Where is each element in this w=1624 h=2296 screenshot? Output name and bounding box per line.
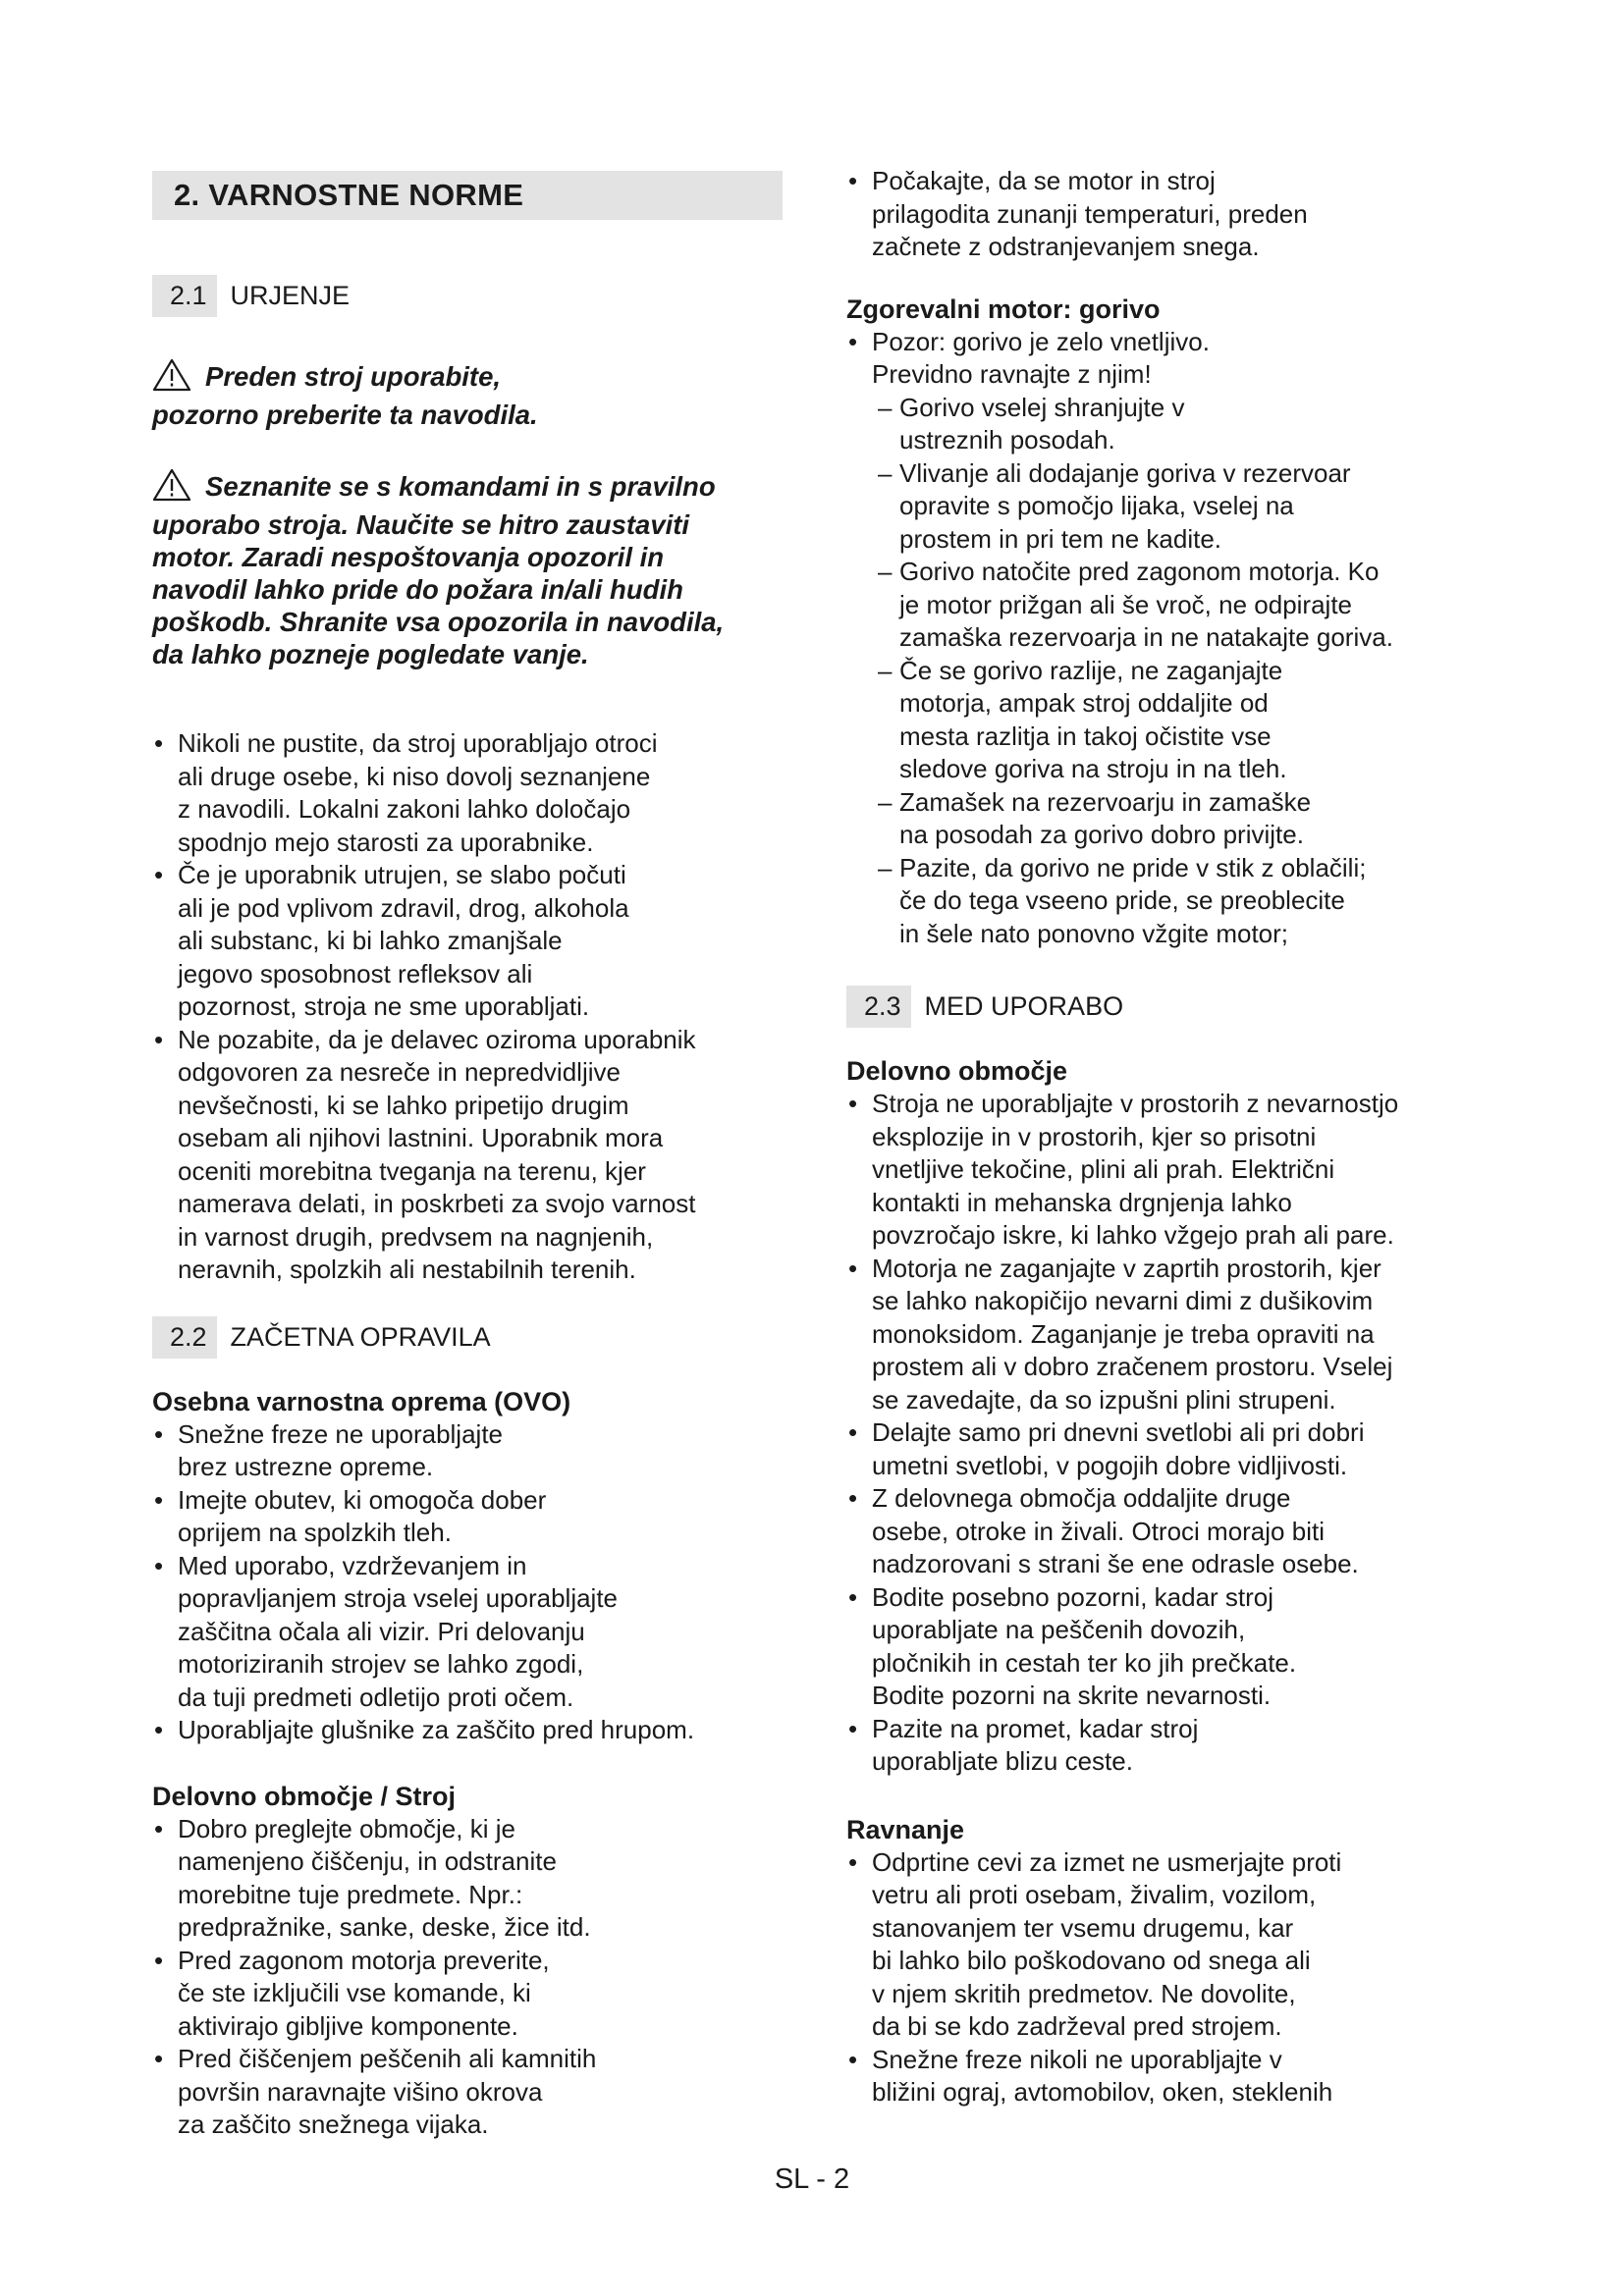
subsection-title: ZAČETNA OPRAVILA — [230, 1321, 491, 1352]
warning-read-manual — [152, 358, 790, 431]
warning-controls — [152, 468, 790, 670]
dash-item: – Vlivanje ali dodajanje goriva v rezervoar opravite s pomočjo lijaka, vselej na prostem in pri tem ne kadite. — [846, 457, 1494, 557]
training-bullets — [152, 727, 790, 1287]
fuel-dash-list — [846, 392, 1494, 951]
heading-handling: Ravnanje — [846, 1814, 965, 1844]
warning-text: Seznanite se s komandami in s pravilno uporabo stroja. Naučite se hitro zaustaviti motor. Zaradi nespoštovanja opozoril in navodil lahko pride do požara in/ali hudih poškodb. Shranite vsa opozorila in navodila, da lahko pozneje pogledate vanje. — [152, 471, 725, 669]
subsection-heading-2-2 — [152, 1316, 790, 1359]
warning-text: Preden stroj uporabite, pozorno preberite ta navodila. — [152, 361, 538, 430]
list-item: • Snežne freze ne uporabljajte brez ustrezne opreme. — [152, 1418, 790, 1484]
list-item: • Če je uporabnik utrujen, se slabo počuti ali je pod vplivom zdravil, drog, alkohola ali substanc, ki bi lahko zmanjšale jegovo sposobnost refleksov ali pozornost, stroja ne sme uporabljati. — [152, 859, 790, 1024]
list-item: • Bodite posebno pozorni, kadar stroj uporabljate na peščenih dovozih, pločnikih in cestah ter ko jih prečkate. Bodite pozorni na skrite nevarnosti. — [846, 1581, 1494, 1713]
warning-icon — [152, 468, 191, 508]
list-item: • Imejte obutev, ki omogoča dober oprijem na spolzkih tleh. — [152, 1484, 790, 1550]
heading-fuel: Zgorevalni motor: gorivo — [846, 294, 1161, 324]
temperature-bullet — [846, 165, 1494, 264]
list-item: • Delajte samo pri dnevni svetlobi ali pri dobri umetni svetlobi, v pogojih dobre vidljivosti. — [846, 1416, 1494, 1482]
work-area-bullets — [152, 1813, 790, 2142]
subsection-heading-2-3 — [846, 986, 1494, 1028]
page-number: SL - 2 — [774, 2163, 850, 2195]
heading-work-area: Delovno območje — [846, 1056, 1068, 1086]
dash-item: – Gorivo natočite pred zagonom motorja. Ko je motor prižgan ali še vroč, ne odpirajte zamaška rezervoarja in ne natakajte goriva. — [846, 556, 1494, 655]
list-item: • Pazite na promet, kadar stroj uporabljate blizu ceste. — [846, 1713, 1494, 1779]
list-item: • Snežne freze nikoli ne uporabljajte v bližini ograj, avtomobilov, oken, steklenih — [846, 2044, 1494, 2109]
fuel-bullets — [846, 326, 1494, 392]
dash-item: – Pazite, da gorivo ne pride v stik z oblačili; če do tega vseeno pride, se preoblecite in šele nato ponovno vžgite motor; — [846, 852, 1494, 951]
list-item: • Stroja ne uporabljajte v prostorih z nevarnostjo eksplozije in v prostorih, kjer so prisotni vnetljive tekočine, plini ali prah. Električni kontakti in mehanska drgnjenja lahko povzročajo iskre, ki lahko vžgejo prah ali pare. — [846, 1088, 1494, 1253]
list-item: • Pozor: gorivo je zelo vnetljivo. Previdno ravnajte z njim! — [846, 326, 1494, 392]
right-column — [846, 165, 1494, 2109]
subsection-number: 2.2 — [152, 1316, 217, 1359]
list-item: • Pred zagonom motorja preverite, če ste izključili vse komande, ki aktivirajo gibljive komponente. — [152, 1945, 790, 2044]
dash-item: – Če se gorivo razlije, ne zaganjajte motorja, ampak stroj oddaljite od mesta razlitja in takoj očistite vse sledove goriva na stroju in na tleh. — [846, 655, 1494, 786]
subsection-number: 2.3 — [846, 986, 911, 1028]
handling-bullets — [846, 1846, 1494, 2109]
subsection-heading-2-1 — [152, 275, 790, 317]
list-item: • Ne pozabite, da je delavec oziroma uporabnik odgovoren za nesreče in nepredvidljive nevšečnosti, ki se lahko pripetijo drugim osebam ali njihovi lastnini. Uporabnik mora oceniti morebitna tveganja na terenu, kjer namerava delati, in poskrbeti za svojo varnost in varnost drugih, predvsem na nagnjenih, neravnih, spolzkih ali nestabilnih terenih. — [152, 1024, 790, 1287]
left-column — [152, 165, 790, 2142]
dash-item: – Gorivo vselej shranjujte v ustreznih posodah. — [846, 392, 1494, 457]
list-item: • Odprtine cevi za izmet ne usmerjajte proti vetru ali proti osebam, živalim, vozilom, stanovanjem ter vsemu drugemu, kar bi lahko bilo poškodovano od snega ali v njem skritih predmetov. Ne dovolite, da bi se kdo zadrževal pred strojem. — [846, 1846, 1494, 2044]
heading-work-area-machine: Delovno območje / Stroj — [152, 1781, 457, 1811]
list-item: • Z delovnega območja oddaljite druge osebe, otroke in živali. Otroci morajo biti nadzorovani s strani še ene odrasle osebe. — [846, 1482, 1494, 1581]
subsection-title: URJENJE — [230, 281, 351, 310]
subsection-title: MED UPORABO — [924, 991, 1124, 1021]
list-item: • Uporabljajte glušnike za zaščito pred hrupom. — [152, 1714, 790, 1747]
subsection-number: 2.1 — [152, 275, 217, 317]
ppe-bullets — [152, 1418, 790, 1747]
list-item: • Med uporabo, vzdrževanjem in popravljanjem stroja vselej uporabljajte zaščitna očala ali vizir. Pri delovanju motoriziranih strojev se lahko zgodi, da tuji predmeti odletijo proti očem. — [152, 1550, 790, 1715]
warning-icon — [152, 358, 191, 399]
list-item: • Dobro preglejte območje, ki je namenjeno čiščenju, in odstranite morebitne tuje predmete. Npr.: predpražnike, sanke, deske, žice itd. — [152, 1813, 790, 1945]
list-item: • Pred čiščenjem peščenih ali kamnitih površin naravnajte višino okrova za zaščito snežnega vijaka. — [152, 2043, 790, 2142]
heading-ppe: Osebna varnostna oprema (OVO) — [152, 1386, 571, 1416]
section-title: 2. VARNOSTNE NORME — [152, 171, 783, 220]
work-area-use-bullets — [846, 1088, 1494, 1779]
list-item: • Nikoli ne pustite, da stroj uporabljajo otroci ali druge osebe, ki niso dovolj seznanjene z navodili. Lokalni zakoni lahko določajo spodnjo mejo starosti za uporabnike. — [152, 727, 790, 859]
list-item: • Počakajte, da se motor in stroj prilagodita zunanji temperaturi, preden začnete z odstranjevanjem snega. — [846, 165, 1494, 264]
dash-item: – Zamašek na rezervoarju in zamaške na posodah za gorivo dobro privijte. — [846, 786, 1494, 852]
list-item: • Motorja ne zaganjajte v zaprtih prostorih, kjer se lahko nakopičijo nevarni dimi z dušikovim monoksidom. Zaganjanje je treba opraviti na prostem ali v dobro zračenem prostoru. Vselej se zavedajte, da so izpušni plini strupeni. — [846, 1253, 1494, 1417]
